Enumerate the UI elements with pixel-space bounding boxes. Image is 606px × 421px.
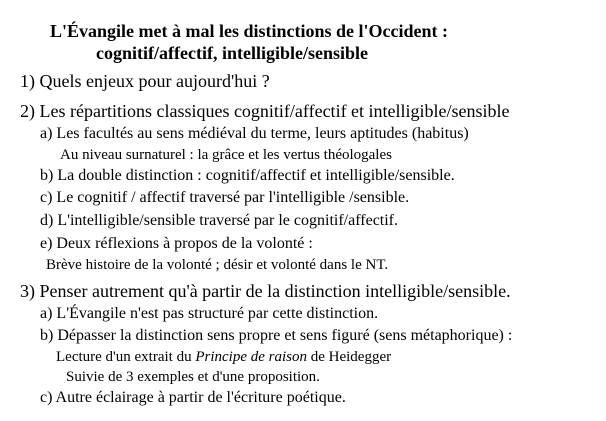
- section-2-item-e-sub: Brève histoire de la volonté ; désir et volonté dans le NT.: [46, 257, 389, 273]
- section-2-heading: 2) Les répartitions classiques cognitif/affectif et intelligible/sensible: [20, 101, 510, 121]
- reading-prefix: Lecture d'un extrait du: [56, 349, 196, 365]
- section-1-heading: 1) Quels enjeux pour aujourd'hui ?: [20, 71, 270, 91]
- section-3-item-c: c) Autre éclairage à partir de l'écriture poétique.: [40, 389, 346, 406]
- section-2-item-e: e) Deux réflexions à propos de la volonté :: [40, 235, 313, 252]
- section-2-item-a-sub: Au niveau surnaturel : la grâce et les vertus théologales: [60, 147, 392, 163]
- section-2-item-a: a) Les facultés au sens médiéval du terme, leurs aptitudes (habitus): [40, 125, 469, 142]
- section-3-item-b: b) Dépasser la distinction sens propre et sens figuré (sens métaphorique) :: [40, 327, 513, 344]
- section-3-reading: [56, 350, 391, 365]
- title-line-2: cognitif/affectif, intelligible/sensible: [96, 43, 368, 63]
- title-line-1: L'Évangile met à mal les distinctions de l'Occident :: [50, 21, 448, 41]
- section-3-item-a: a) L'Évangile n'est pas structuré par cette distinction.: [40, 305, 379, 322]
- reading-work-title: Principe de raison: [195, 349, 307, 365]
- section-2-item-d: d) L'intelligible/sensible traversé par le cognitif/affectif.: [40, 212, 399, 229]
- section-3-reading-followup: Suivie de 3 exemples et d'une proposition.: [66, 369, 320, 385]
- reading-suffix: de Heidegger: [306, 349, 392, 365]
- section-2-item-b: b) La double distinction : cognitif/affectif et intelligible/sensible.: [40, 167, 455, 184]
- section-3-heading: 3) Penser autrement qu'à partir de la distinction intelligible/sensible.: [20, 281, 511, 301]
- section-2-item-c: c) Le cognitif / affectif traversé par l'intelligible /sensible.: [40, 189, 410, 206]
